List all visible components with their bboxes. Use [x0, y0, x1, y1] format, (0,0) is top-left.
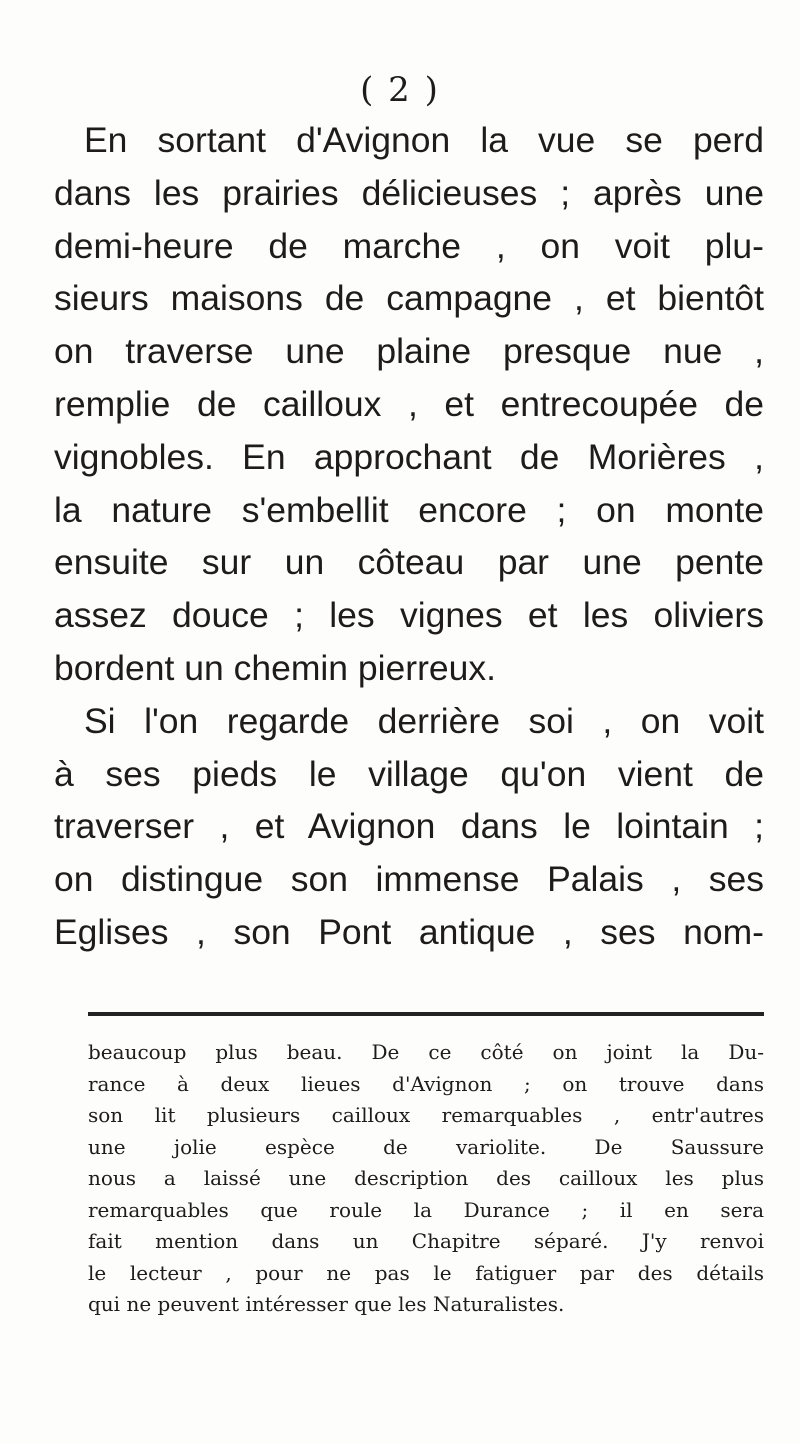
- text-line: remplie de cailloux , et entrecoupée de: [54, 383, 764, 424]
- footnote-line: le lecteur , pour ne pas le fatiguer par des détails: [88, 1260, 764, 1285]
- text-line: la nature s'embellit encore ; on monte: [54, 489, 764, 530]
- text-line: on distingue son immense Palais , ses: [54, 859, 764, 900]
- text-line: traverser , et Avignon dans le lointain ;: [54, 806, 764, 847]
- text-line: demi-heure de marche , on voit plu-: [54, 225, 764, 266]
- text-line: on traverse une plaine presque nue ,: [54, 331, 764, 372]
- footnote-line: rance à deux lieues d'Avignon ; on trouve dans: [88, 1071, 764, 1096]
- text-line: à ses pieds le village qu'on vient de: [54, 753, 764, 794]
- text-line: dans les prairies délicieuses ; après une: [54, 172, 764, 213]
- footnote-rule: [88, 1012, 764, 1016]
- text-line: En sortant d'Avignon la vue se perd: [84, 120, 764, 160]
- footnote-line: beaucoup plus beau. De ce côté on joint la Du-: [88, 1040, 764, 1064]
- text-line: vignobles. En approchant de Morières ,: [54, 436, 764, 477]
- text-line: assez douce ; les vignes et les oliviers: [54, 595, 764, 636]
- footnote-line: nous a laissé une description des cailloux les plus: [88, 1166, 764, 1190]
- footnote-line: une jolie espèce de variolite. De Saussure: [88, 1134, 764, 1159]
- text-line: Eglises , son Pont antique , ses nom-: [54, 911, 764, 952]
- footnote-line: qui ne peuvent intéresser que les Naturalistes.: [88, 1292, 565, 1316]
- footnote: [88, 1037, 764, 1321]
- text-line: ensuite sur un côteau par une pente: [54, 542, 764, 583]
- text-line: bordent un chemin pierreux.: [54, 647, 497, 688]
- footnote-line: son lit plusieurs cailloux remarquables , entr'autres: [88, 1103, 764, 1127]
- text-line: Si l'on regarde derrière soi , on voit: [84, 700, 764, 741]
- footnote-line: remarquables que roule la Durance ; il en sera: [88, 1197, 764, 1222]
- main-text: [54, 114, 764, 959]
- text-line: sieurs maisons de campagne , et bientôt: [54, 278, 764, 319]
- footnote-line: fait mention dans un Chapitre séparé. J'y renvoi: [88, 1229, 764, 1253]
- page-number: ( 2 ): [360, 70, 440, 110]
